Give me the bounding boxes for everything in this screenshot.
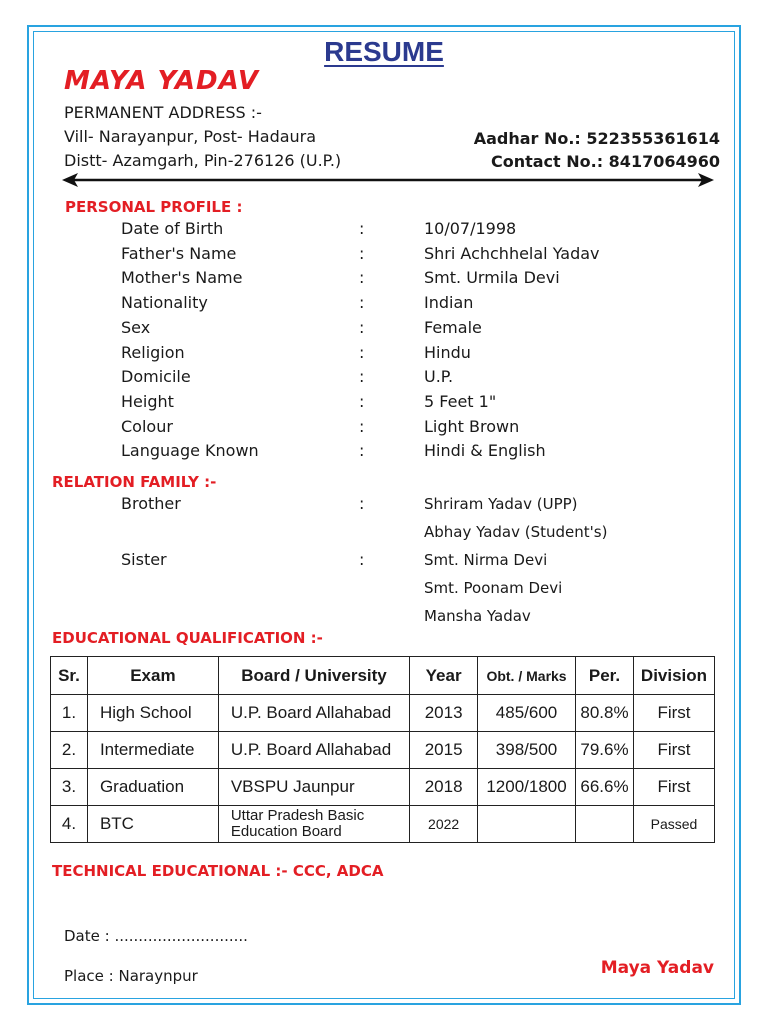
profile-label: Mother's Name — [121, 268, 243, 287]
header-per: Per. — [576, 657, 634, 695]
profile-label: Religion — [121, 343, 185, 362]
header-division: Division — [633, 657, 714, 695]
cell-sr: 3. — [51, 769, 88, 806]
double-arrow-divider — [62, 172, 714, 188]
colon: : — [359, 417, 365, 436]
table-row — [51, 695, 715, 732]
candidate-name: MAYA YADAV — [64, 66, 260, 96]
address-line-1: Vill- Narayanpur, Post- Hadaura — [64, 127, 317, 146]
aadhar-number: Aadhar No.: 522355361614 — [473, 129, 720, 148]
header-sr: Sr. — [51, 657, 88, 695]
cell-division: First — [633, 769, 714, 806]
profile-label: Nationality — [121, 293, 208, 312]
cell-per — [576, 806, 634, 843]
colon: : — [359, 494, 365, 513]
profile-value: Smt. Urmila Devi — [424, 268, 560, 287]
colon: : — [359, 219, 365, 238]
cell-marks: 398/500 — [478, 732, 576, 769]
table-row — [51, 769, 715, 806]
profile-label: Colour — [121, 417, 173, 436]
sister-name: Smt. Nirma Devi — [424, 551, 548, 569]
board-line-2: Education Board — [230, 823, 342, 840]
profile-value: Shri Achchhelal Yadav — [424, 244, 600, 263]
cell-per: 80.8% — [576, 695, 634, 732]
profile-value: Female — [424, 318, 482, 337]
cell-exam: BTC — [87, 806, 218, 843]
profile-value: Hindu — [424, 343, 471, 362]
profile-value: 10/07/1998 — [424, 219, 517, 238]
colon: : — [359, 293, 365, 312]
header-board: Board / University — [218, 657, 409, 695]
cell-per: 79.6% — [576, 732, 634, 769]
colon: : — [359, 244, 365, 263]
profile-value: U.P. — [424, 367, 454, 386]
cell-board: VBSPU Jaunpur — [218, 769, 409, 806]
colon: : — [359, 268, 365, 287]
brother-label: Brother — [121, 494, 181, 513]
address-label: PERMANENT ADDRESS :- — [64, 103, 262, 122]
cell-division: Passed — [633, 806, 714, 843]
colon: : — [359, 367, 365, 386]
board-line-1: Uttar Pradesh Basic — [230, 807, 365, 824]
header-marks: Obt. / Marks — [478, 657, 576, 695]
date-field: Date : ............................ — [64, 927, 248, 945]
profile-value: 5 Feet 1" — [424, 392, 497, 411]
profile-label: Sex — [121, 318, 151, 337]
education-heading: EDUCATIONAL QUALIFICATION :- — [52, 629, 323, 647]
table-row — [51, 732, 715, 769]
sister-label: Sister — [121, 550, 167, 569]
cell-year: 2015 — [410, 732, 478, 769]
address-line-2: Distt- Azamgarh, Pin-276126 (U.P.) — [64, 151, 342, 170]
brother-name: Abhay Yadav (Student's) — [424, 523, 608, 541]
profile-value: Hindi & English — [424, 441, 546, 460]
profile-label: Domicile — [121, 367, 191, 386]
education-table — [50, 656, 715, 843]
cell-year: 2018 — [410, 769, 478, 806]
profile-label: Language Known — [121, 441, 259, 460]
cell-sr: 4. — [51, 806, 88, 843]
header-exam: Exam — [87, 657, 218, 695]
cell-marks — [478, 806, 576, 843]
profile-value: Light Brown — [424, 417, 520, 436]
profile-label: Father's Name — [121, 244, 237, 263]
cell-sr: 1. — [51, 695, 88, 732]
place-field: Place : Naraynpur — [64, 967, 198, 985]
table-row — [51, 806, 715, 843]
profile-label: Height — [121, 392, 174, 411]
contact-number: Contact No.: 8417064960 — [490, 152, 720, 171]
relation-family-heading: RELATION FAMILY :- — [52, 473, 217, 491]
cell-board: U.P. Board Allahabad — [218, 732, 409, 769]
cell-board — [218, 806, 409, 843]
cell-exam: High School — [87, 695, 218, 732]
cell-year: 2022 — [410, 806, 478, 843]
profile-label: Date of Birth — [121, 219, 224, 238]
sister-name: Smt. Poonam Devi — [424, 579, 563, 597]
signature-name: Maya Yadav — [600, 958, 714, 978]
brother-name: Shriram Yadav (UPP) — [424, 495, 578, 513]
colon: : — [359, 441, 365, 460]
cell-board: U.P. Board Allahabad — [218, 695, 409, 732]
header-year: Year — [410, 657, 478, 695]
page-title: RESUME — [324, 36, 444, 67]
colon: : — [359, 343, 365, 362]
profile-value: Indian — [424, 293, 474, 312]
sister-name: Mansha Yadav — [424, 607, 531, 625]
cell-per: 66.6% — [576, 769, 634, 806]
cell-exam: Graduation — [87, 769, 218, 806]
cell-division: First — [633, 695, 714, 732]
technical-education: TECHNICAL EDUCATIONAL :- CCC, ADCA — [52, 862, 384, 880]
table-header-row — [51, 657, 715, 695]
cell-year: 2013 — [410, 695, 478, 732]
colon: : — [359, 392, 365, 411]
colon: : — [359, 318, 365, 337]
personal-profile-heading: PERSONAL PROFILE : — [65, 198, 243, 216]
cell-division: First — [633, 732, 714, 769]
colon: : — [359, 550, 365, 569]
cell-marks: 1200/1800 — [478, 769, 576, 806]
cell-sr: 2. — [51, 732, 88, 769]
cell-marks: 485/600 — [478, 695, 576, 732]
cell-exam: Intermediate — [87, 732, 218, 769]
